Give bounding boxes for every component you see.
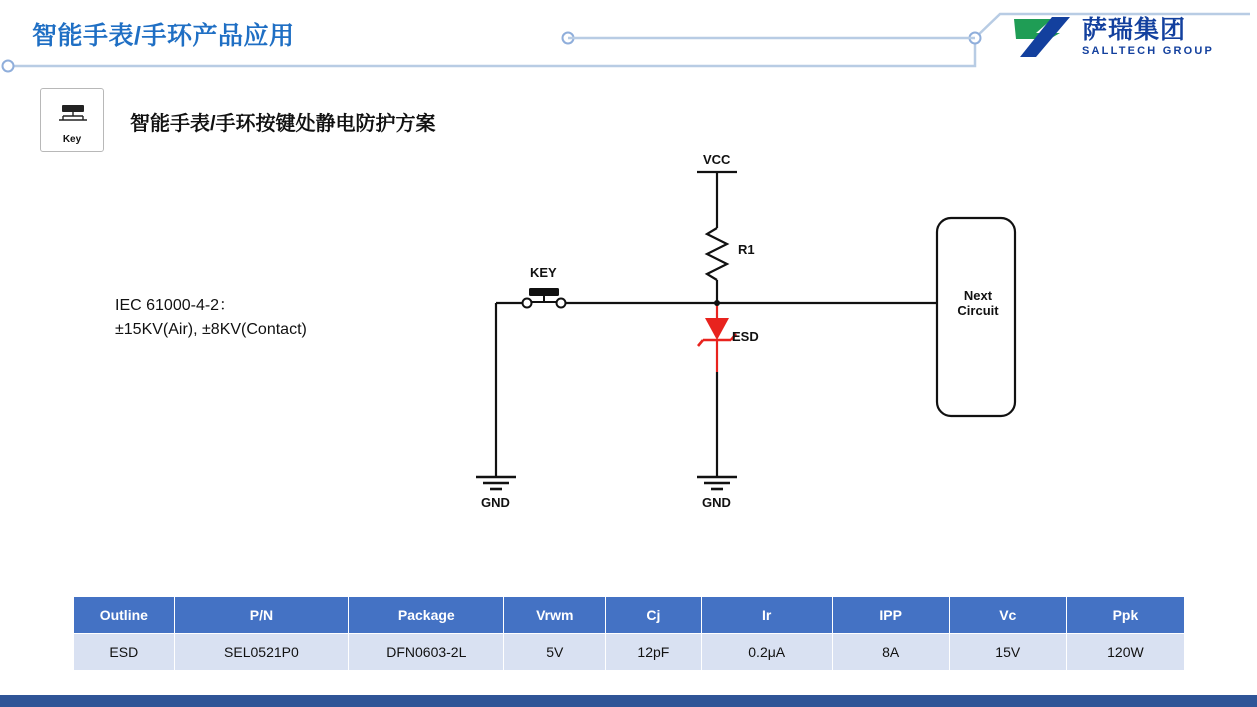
th-vrwm: Vrwm [504, 597, 606, 634]
iec-note-line2: ±15KV(Air), ±8KV(Contact) [115, 321, 307, 338]
cell-vrwm: 5V [504, 634, 606, 671]
next-circuit-line2: Circuit [957, 303, 999, 318]
cell-pn: SEL0521P0 [174, 634, 349, 671]
cell-package: DFN0603-2L [349, 634, 504, 671]
key-icon-label: Key [62, 134, 82, 145]
cell-cj: 12pF [606, 634, 702, 671]
th-vc: Vc [949, 597, 1066, 634]
logo-cn-text: 萨瑞集团 [1082, 15, 1187, 44]
cell-ppk: 120W [1066, 634, 1184, 671]
footer-bar [0, 695, 1257, 707]
gnd-left-label: GND [481, 495, 510, 510]
th-package: Package [349, 597, 504, 634]
next-circuit-line1: Next [963, 288, 993, 303]
vcc-label: VCC [703, 152, 731, 167]
th-cj: Cj [606, 597, 702, 634]
table-header-row [74, 597, 1185, 634]
th-ir: Ir [701, 597, 832, 634]
cell-outline: ESD [74, 634, 175, 671]
next-circuit-label [935, 288, 1021, 318]
section-subtitle: 智能手表/手环按键处静电防护方案 [130, 113, 436, 135]
th-pn: P/N [174, 597, 349, 634]
cell-vc: 15V [949, 634, 1066, 671]
key-label: KEY [530, 265, 557, 280]
th-ppk: Ppk [1066, 597, 1184, 634]
th-ipp: IPP [832, 597, 949, 634]
logo-en-text: SALLTECH GROUP [1082, 44, 1215, 57]
page-title: 智能手表/手环产品应用 [32, 22, 295, 50]
esd-label: ESD [732, 329, 759, 344]
gnd-right-label: GND [702, 495, 731, 510]
r1-label: R1 [738, 242, 755, 257]
cell-ipp: 8A [832, 634, 949, 671]
cell-ir: 0.2μA [701, 634, 832, 671]
parameter-table [73, 596, 1185, 671]
th-outline: Outline [74, 597, 175, 634]
iec-note-line1: IEC 61000-4-2： [115, 297, 236, 314]
table-row [74, 634, 1185, 671]
